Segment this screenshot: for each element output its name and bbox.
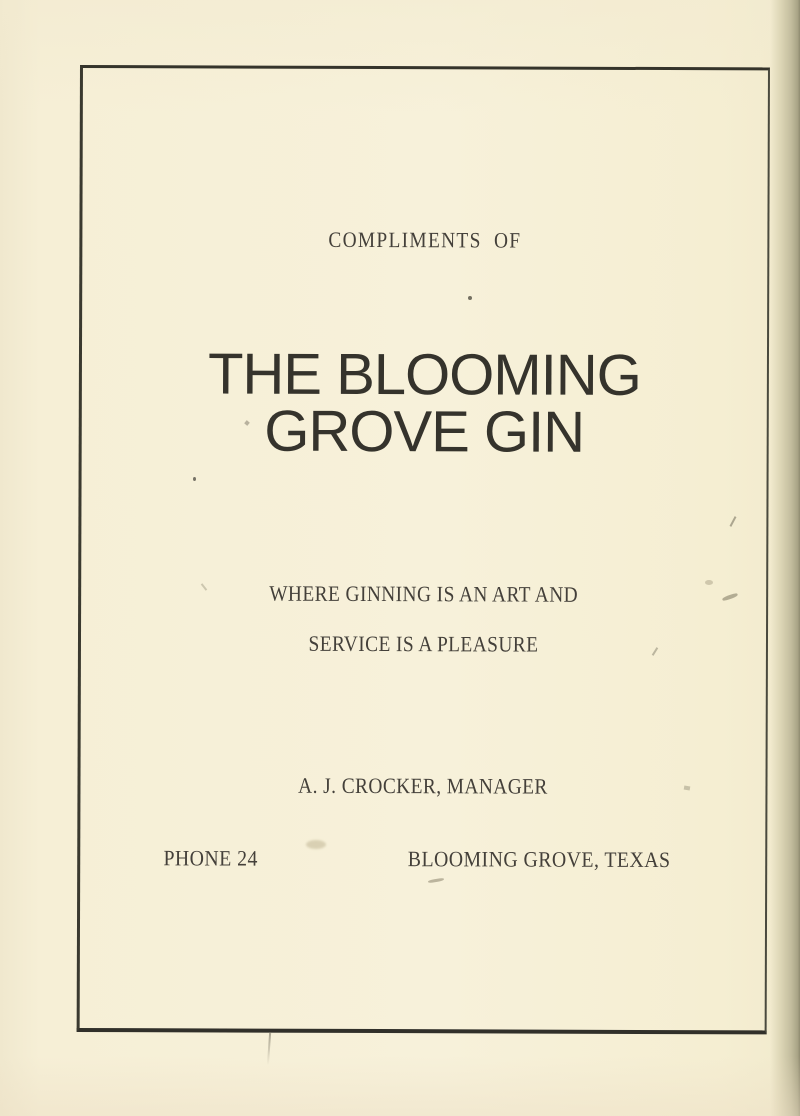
ad-border-frame bbox=[77, 65, 770, 1034]
ad-title bbox=[82, 341, 767, 465]
compliments-line: COMPLIMENTS OF bbox=[328, 226, 522, 253]
ad-title-line1: THE BLOOMING bbox=[207, 341, 641, 408]
location-text: BLOOMING GROVE, TEXAS bbox=[407, 846, 671, 873]
page-bottom-shading bbox=[0, 1056, 800, 1116]
ad-title-line2: GROVE GIN bbox=[264, 398, 585, 465]
phone-number: PHONE 24 bbox=[163, 845, 258, 871]
tagline-line1: WHERE GINNING IS AN ART AND bbox=[269, 580, 579, 607]
tagline-line2: SERVICE IS A PLEASURE bbox=[308, 630, 539, 657]
contact-row bbox=[80, 845, 765, 873]
manager-line: A. J. CROCKER, MANAGER bbox=[298, 772, 548, 799]
page-edge-shadow bbox=[770, 0, 800, 1116]
